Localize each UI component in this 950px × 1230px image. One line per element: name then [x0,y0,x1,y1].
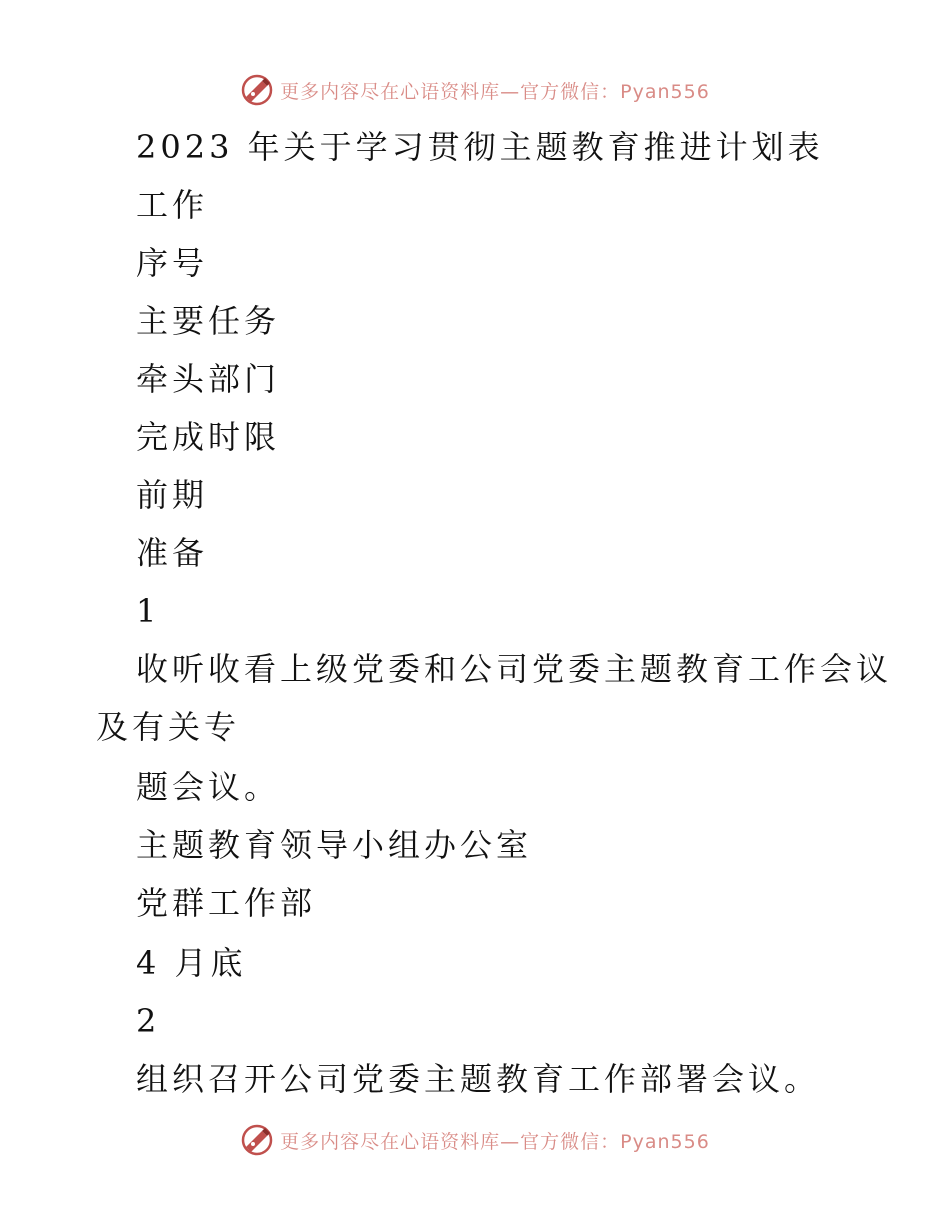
text-line: 准备 [136,534,209,572]
text-line: 主题教育领导小组办公室 [136,826,533,864]
text-line: 题会议。 [136,768,281,806]
text-line: 主要任务 [136,302,281,340]
text-line: 及有关专 [96,708,241,746]
watermark-banner-bottom [0,1120,950,1160]
watermark-banner-top [0,70,950,110]
text-line: 2 [136,1002,161,1040]
watermark-text: 更多内容尽在心语资料库—官方微信：Pyan556 [280,1130,710,1153]
pen-logo-icon [240,73,274,107]
text-line: 收听收看上级党委和公司党委主题教育工作会议 [136,650,893,688]
document-title: 2023 年关于学习贯彻主题教育推进计划表 [136,128,824,166]
text-line: 前期 [136,476,209,514]
text-line: 牵头部门 [136,360,281,398]
text-line: 完成时限 [136,418,281,456]
text-line: 4 月底 [136,944,247,982]
text-line: 党群工作部 [136,884,317,922]
text-line: 1 [136,592,161,630]
text-line: 工作 [136,186,209,224]
text-line: 序号 [136,244,209,282]
watermark-text: 更多内容尽在心语资料库—官方微信：Pyan556 [280,80,710,103]
text-line: 组织召开公司党委主题教育工作部署会议。 [136,1060,821,1098]
pen-logo-icon [240,1123,274,1157]
